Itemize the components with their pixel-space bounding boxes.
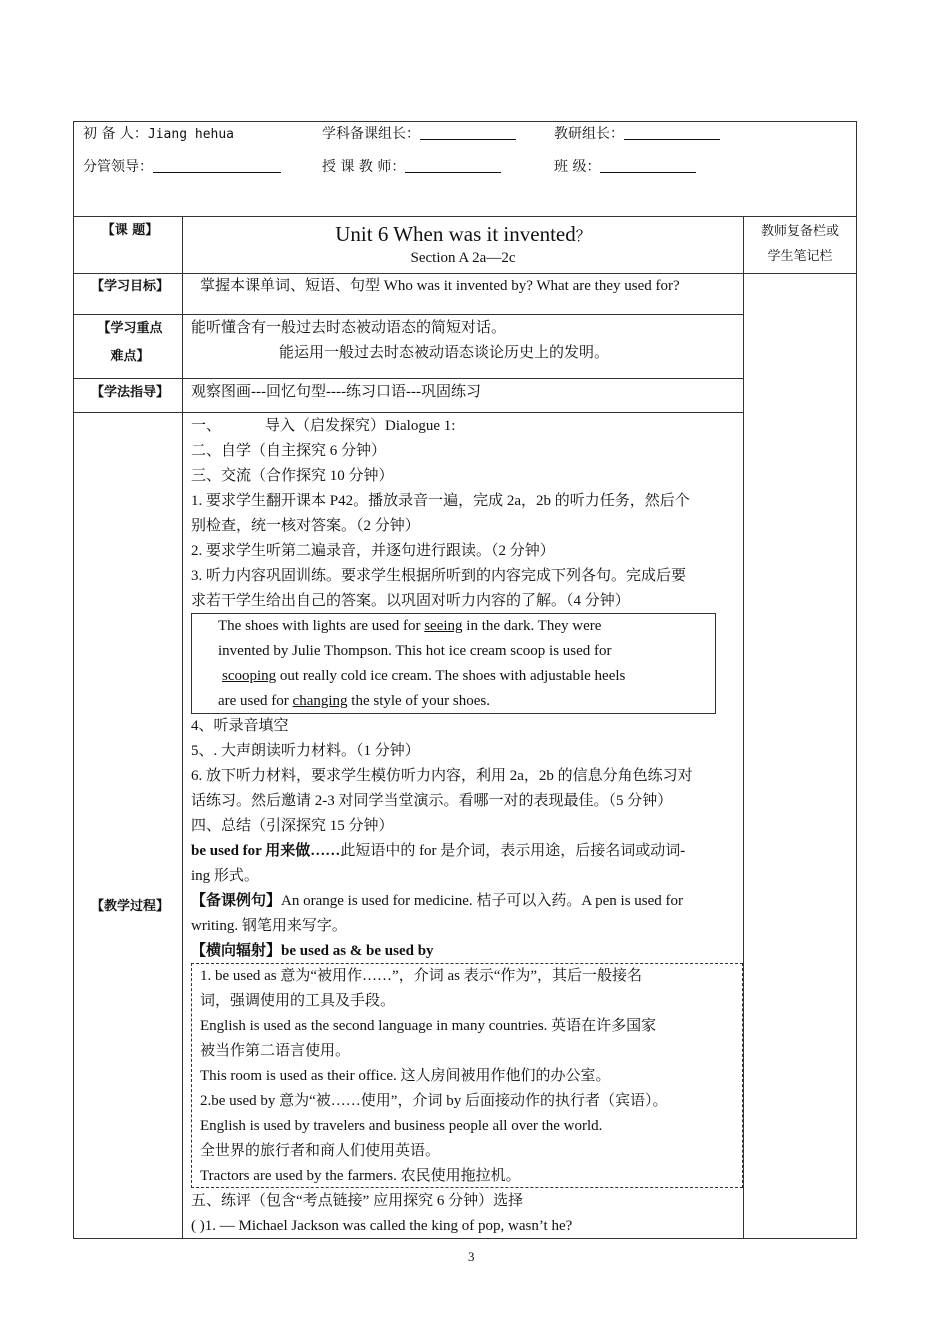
usage-note-5: This room is used as their office. 这人房间被用作他们的办公室。 xyxy=(200,1068,611,1084)
teacher-blank[interactable] xyxy=(405,158,501,173)
question-1: ( )1. — Michael Jackson was called the king of pop, wasn’t he? xyxy=(191,1218,573,1234)
answer-box-line3 xyxy=(222,664,625,689)
research-leader-blank[interactable] xyxy=(624,125,720,140)
class-label: 班 级： xyxy=(554,159,601,175)
usage-note-7: English is used by travelers and business people all over the world. xyxy=(200,1118,603,1134)
topic-label: 【课 题】 xyxy=(101,223,159,238)
supervisor-label: 分管领导： xyxy=(83,159,153,175)
group-leader-blank[interactable] xyxy=(420,125,516,140)
item-2: 2. 要求学生听第二遍录音，并逐句进行跟读。（2 分钟） xyxy=(191,543,555,559)
answer-text: out really cold ice cream. The shoes with adjustable heels xyxy=(276,668,626,684)
phrase-continued: ing 形式。 xyxy=(191,868,259,884)
teacher-label: 授 课 教 师： xyxy=(322,159,406,175)
usage-note-9: Tractors are used by the farmers. 农民使用拖拉机。 xyxy=(200,1168,521,1184)
example-tag: 【备课例句】 xyxy=(191,893,282,909)
example-line2: writing. 钢笔用来写字。 xyxy=(191,918,347,934)
radiate-bold: be used as & be used by xyxy=(281,943,434,959)
research-leader-label: 教研组长： xyxy=(554,126,624,142)
item-6-line2: 话练习。然后邀请 2-3 对同学当堂演示。看哪一对的表现最佳。（5 分钟） xyxy=(191,793,673,809)
item-6-line1: 6. 放下听力材料，要求学生模仿听力内容，利用 2a，2b 的信息分角色练习对 xyxy=(191,768,693,784)
radiate-tag: 【横向辐射】 xyxy=(191,943,282,959)
group-leader-label: 学科备课组长： xyxy=(322,126,420,142)
radiate-heading xyxy=(191,939,434,964)
example-line1 xyxy=(191,889,683,914)
answer-box-line1 xyxy=(218,614,601,639)
answer-box-line4 xyxy=(218,689,490,714)
research-leader-field xyxy=(554,122,720,147)
class-field xyxy=(554,155,696,180)
item-1-line2: 别检查，统一核对答案。（2 分钟） xyxy=(191,518,420,534)
row-divider xyxy=(73,314,743,315)
phrase-bold: be used for 用来做…… xyxy=(191,843,341,859)
column-divider xyxy=(743,216,744,1239)
usage-note-2: 词，强调使用的工具及手段。 xyxy=(200,993,396,1009)
page-number: 3 xyxy=(468,1249,475,1264)
usage-note-6: 2.be used by 意为“被……使用”，介词 by 后面接动作的执行者（宾语）。 xyxy=(200,1093,668,1109)
side-column-line2: 学生笔记栏 xyxy=(767,249,833,264)
row-divider xyxy=(73,378,743,379)
preparer-value: Jiang hehua xyxy=(147,127,234,142)
unit-title-text: Unit 6 When was it invented xyxy=(335,222,576,246)
preparer-label: 初 备 人： xyxy=(83,126,148,142)
item-5: 5、. 大声朗读听力材料。（1 分钟） xyxy=(191,743,420,759)
step-2: 二、自学（自主探究 6 分钟） xyxy=(191,443,387,459)
item-3-line2: 求若干学生给出自己的答案。以巩固对听力内容的了解。（4 分钟） xyxy=(191,593,630,609)
answer-blank-changing: changing xyxy=(292,693,348,709)
item-1-line1: 1. 要求学生翻开课本 P42。播放录音一遍，完成 2a，2b 的听力任务，然后个 xyxy=(191,493,690,509)
step-5: 五、练评（包含“考点链接” 应用探究 6 分钟）选择 xyxy=(191,1193,524,1209)
usage-note-1: 1. be used as 意为“被用作……”，介词 as 表示“作为”，其后一般接名 xyxy=(200,968,643,984)
item-4: 4、听录音填空 xyxy=(191,718,289,734)
objective-text: 掌握本课单词、短语、句型 Who was it invented by? What are they used for? xyxy=(200,278,680,294)
answer-text: are used for xyxy=(218,693,293,709)
row-divider xyxy=(73,216,857,217)
usage-note-4: 被当作第二语言使用。 xyxy=(200,1043,351,1059)
key-point-1: 能听懂含有一般过去时态被动语态的简短对话。 xyxy=(191,320,507,336)
phrase-explanation xyxy=(191,839,685,864)
phrase-rest: 此短语中的 for 是介词，表示用途，后接名词或动词- xyxy=(340,843,686,859)
group-leader-field xyxy=(322,122,516,147)
supervisor-blank[interactable] xyxy=(153,158,281,173)
step-1-number: 一、 xyxy=(191,418,222,434)
method-text: 观察图画---回忆句型----练习口语---巩固练习 xyxy=(191,384,481,400)
answer-box-line2: invented by Julie Thompson. This hot ice cream scoop is used for xyxy=(218,643,612,659)
answer-blank-scooping: scooping xyxy=(222,668,277,684)
answer-blank-seeing: seeing xyxy=(424,618,463,634)
answer-text: in the dark. They were xyxy=(462,618,602,634)
side-column-line1: 教师复备栏或 xyxy=(760,224,839,239)
column-divider xyxy=(182,216,183,1239)
supervisor-field xyxy=(83,155,281,180)
answer-text: The shoes with lights are used for xyxy=(218,618,425,634)
answer-text: the style of your shoes. xyxy=(347,693,491,709)
step-1-text: 导入（启发探究）Dialogue 1: xyxy=(265,418,456,434)
method-label: 【学法指导】 xyxy=(90,385,169,400)
key-point-2: 能运用一般过去时态被动语态谈论历史上的发明。 xyxy=(279,345,610,361)
process-label: 【教学过程】 xyxy=(90,899,169,914)
preparer-field xyxy=(83,122,234,147)
key-points-label-line1: 【学习重点 xyxy=(97,321,163,336)
section-subtitle: Section A 2a—2c xyxy=(410,250,516,266)
step-1 xyxy=(191,414,455,439)
item-3-line1: 3. 听力内容巩固训练。要求学生根据所听到的内容完成下列各句。完成后要 xyxy=(191,568,687,584)
key-points-label-line2: 难点】 xyxy=(110,349,150,364)
step-4: 四、总结（引深探究 15 分钟） xyxy=(191,818,394,834)
teacher-field xyxy=(322,155,501,180)
step-3: 三、交流（合作探究 10 分钟） xyxy=(191,468,394,484)
objective-label: 【学习目标】 xyxy=(90,279,169,294)
class-blank[interactable] xyxy=(600,158,696,173)
unit-title-mark: ？ xyxy=(575,229,591,245)
example-text: An orange is used for medicine. 桔子可以入药。A pen is used for xyxy=(281,893,684,909)
usage-note-3: English is used as the second language in many countries. 英语在许多国家 xyxy=(200,1018,657,1034)
row-divider xyxy=(73,412,743,413)
usage-note-8: 全世界的旅行者和商人们使用英语。 xyxy=(200,1143,441,1159)
